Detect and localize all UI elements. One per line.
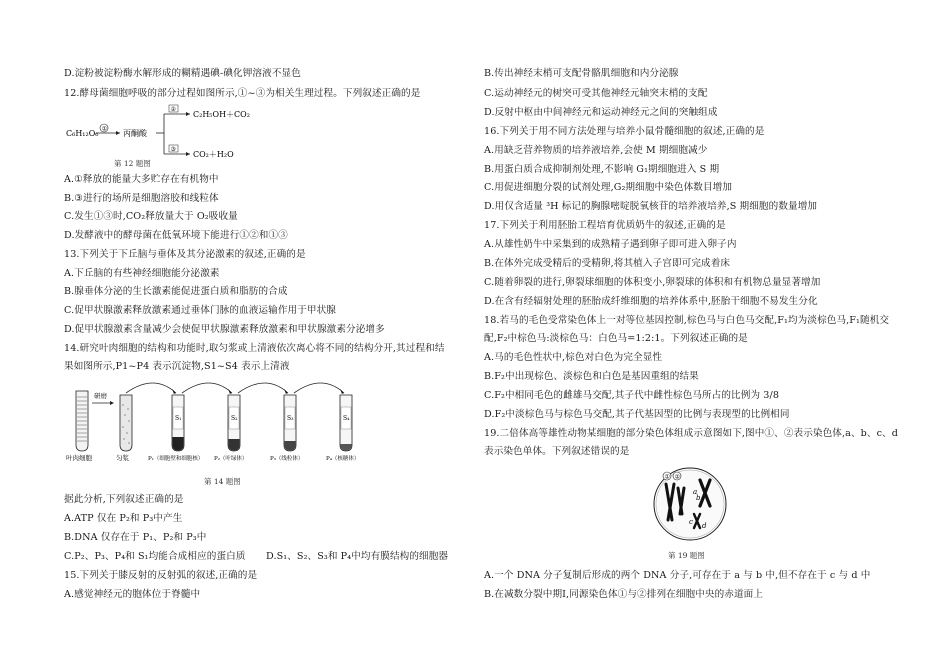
q17-stem: 17.下列关于利用胚胎工程培育优质奶牛的叙述,正确的是	[484, 220, 726, 231]
q15-option-a: A.感觉神经元的胞体位于脊髓中	[64, 589, 201, 600]
grind-label: 研磨	[94, 392, 107, 400]
q12-stem: 12.酵母菌细胞呼吸的部分过程如图所示,①~③为相关生理过程。下列叙述正确的是	[64, 88, 421, 99]
pyruvate-label: 丙酮酸	[123, 129, 147, 138]
s4-label: S₄	[343, 415, 350, 422]
q17-option-c: C.随着卵裂的进行,卵裂球细胞的体积变小,卵裂球的体积和有机物总量显著增加	[484, 277, 821, 288]
s2-label: S₂	[231, 415, 238, 422]
chromosome-diagram	[652, 462, 728, 548]
q15-stem: 15.下列关于膝反射的反射弧的叙述,正确的是	[64, 570, 258, 581]
chromosome-2-label: ②	[674, 473, 680, 481]
q12-option-a: A.①释放的能量大多贮存在有机物中	[64, 174, 219, 185]
q19-option-b: B.在减数分裂中期Ⅰ,同源染色体①与②排列在细胞中央的赤道面上	[484, 589, 764, 600]
q13-option-d: D.促甲状腺激素含量减少会使促甲状腺激素释放激素和甲状腺激素分泌增多	[64, 324, 385, 335]
q11-option-d: D.淀粉被淀粉酶水解形成的糊精遇碘-碘化钾溶液不显色	[64, 68, 301, 79]
s1-label: S₁	[175, 415, 182, 422]
q17-option-d: D.在含有经辐射处理的胚胎成纤维细胞的培养体系中,胚胎干细胞不易发生分化	[484, 296, 818, 307]
step1-label: ①	[101, 125, 107, 133]
ethanol-co2-label: C₂H₅OH＋CO₂	[193, 110, 250, 119]
homogenate-label: 匀浆	[116, 454, 129, 462]
q14-option-c: C.P₂、P₃、P₄和 S₁均能合成相应的蛋白质	[64, 551, 246, 562]
leaf-cell-label: 叶肉细胞	[66, 454, 92, 462]
q14-stem-line2: 果如图所示,P1~P4 表示沉淀物,S1~S4 表示上清液	[64, 361, 290, 372]
q19-figure	[652, 462, 728, 548]
chromatid-b-label: b	[696, 494, 701, 502]
q18-option-a: A.马的毛色性状中,棕色对白色为完全显性	[484, 352, 663, 363]
p2-label: P₂（叶绿体）	[214, 456, 248, 462]
q17-option-b: B.在体外完成受精后的受精卵,将其植入子宫即可完成着床	[484, 258, 731, 269]
chromosome-1-label: ①	[664, 473, 670, 481]
q19-stem-line1: 19.二倍体高等雄性动物某细胞的部分染色体组成示意图如下,图中①、②表示染色体,a、b、c、d	[484, 428, 898, 439]
q14-caption: 第 14 题图	[204, 477, 241, 486]
q19-option-a: A.一个 DNA 分子复制后形成的两个 DNA 分子,可存在于 a 与 b 中,但不存在于 c 与 d 中	[484, 570, 871, 581]
glucose-label: C₆H₁₂O₆	[66, 129, 99, 138]
q14-option-d: D.S₁、S₂、S₃和 P₄中均有膜结构的细胞器	[266, 551, 449, 562]
q13-option-b: B.腺垂体分泌的生长激素能促进蛋白质和脂肪的合成	[64, 286, 288, 297]
q13-stem: 13.下列关于下丘脑与垂体及其分泌激素的叙述,正确的是	[64, 249, 306, 260]
q16-option-b: B.用蛋白质合成抑制剂处理,不影响 G₁期细胞进入 S 期	[484, 164, 720, 175]
q13-option-a: A.下丘脑的有些神经细胞能分泌激素	[64, 268, 220, 279]
leaf-cell-tube	[76, 391, 88, 451]
q19-caption: 第 19 题图	[668, 551, 705, 560]
q15-option-d: D.反射中枢由中间神经元和运动神经元之间的突触组成	[484, 107, 718, 118]
step3-label: ③	[170, 146, 176, 153]
q13-option-c: C.促甲状腺激素释放激素通过垂体门脉的血液运输作用于甲状腺	[64, 305, 336, 316]
q18-stem-line2: 配,F₂中棕色马:淡棕色马：白色马=1:2:1。下列叙述正确的是	[484, 333, 748, 344]
centrifuge-diagram	[64, 375, 384, 475]
respiration-diagram	[66, 103, 266, 169]
q16-option-c: C.用促进细胞分裂的试剂处理,G₂期细胞中染色体数目增加	[484, 182, 733, 193]
co2-h2o-label: CO₂＋H₂O	[193, 150, 234, 159]
q12-option-b: B.③进行的场所是细胞溶胶和线粒体	[64, 193, 219, 204]
q12-figure	[66, 103, 266, 169]
q12-option-c: C.发生①③时,CO₂释放量大于 O₂吸收量	[64, 211, 238, 222]
q14-stem-line1: 14.研究叶肉细胞的结构和功能时,取匀浆或上清液依次离心将不同的结构分开,其过程和结	[64, 343, 445, 354]
chromatid-c-label: c	[689, 518, 693, 526]
q19-stem-line2: 表示染色单体。下列叙述错误的是	[484, 446, 630, 457]
q15-option-b: B.传出神经末梢可支配骨骼肌细胞和内分泌腺	[484, 68, 679, 79]
q14-option-a: A.ATP 仅在 P₂和 P₃中产生	[64, 513, 183, 524]
p4-label: P₄（核糖体）	[326, 456, 360, 462]
q18-stem-line1: 18.若马的毛色受常染色体上一对等位基因控制,棕色马与白色马交配,F₁均为淡棕色马,F₁随机交	[484, 315, 890, 326]
q14-figure	[64, 375, 384, 475]
step2-label: ②	[170, 106, 176, 113]
q18-option-d: D.F₂中淡棕色马与棕色马交配,其子代基因型的比例与表现型的比例相同	[484, 409, 790, 420]
q12-caption: 第 12 题图	[114, 159, 151, 168]
q16-option-d: D.用仅含适量 ³H 标记的胸腺嘧啶脱氧核苷的培养液培养,S 期细胞的数量增加	[484, 201, 818, 212]
q18-option-b: B.F₂中出现棕色、淡棕色和白色是基因重组的结果	[484, 371, 699, 382]
chromatid-d-label: d	[702, 522, 707, 530]
q17-option-a: A.从雄性奶牛中采集到的成熟精子遇到卵子即可进入卵子内	[484, 239, 737, 250]
p3-label: P₃（线粒体）	[270, 456, 304, 462]
s3-label: S₃	[287, 415, 294, 422]
q14-lead: 据此分析,下列叙述正确的是	[64, 494, 184, 505]
p1-label: P₁（细胞壁和细胞核）	[148, 456, 204, 462]
q16-option-a: A.用缺乏营养物质的培养液培养,会使 M 期细胞减少	[484, 145, 708, 156]
q18-option-c: C.F₂中相同毛色的雌雄马交配,其子代中雌性棕色马所占的比例为 3/8	[484, 390, 780, 401]
q14-option-b: B.DNA 仅存在于 P₁、P₂和 P₃中	[64, 532, 207, 543]
chromatid-a-label: a	[693, 488, 698, 496]
q15-option-c: C.运动神经元的树突可受其他神经元轴突末梢的支配	[484, 88, 708, 99]
q16-stem: 16.下列关于用不同方法处理与培养小鼠骨髓细胞的叙述,正确的是	[484, 126, 765, 137]
q12-option-d: D.发酵液中的酵母菌在低氧环境下能进行①②和①③	[64, 230, 288, 241]
